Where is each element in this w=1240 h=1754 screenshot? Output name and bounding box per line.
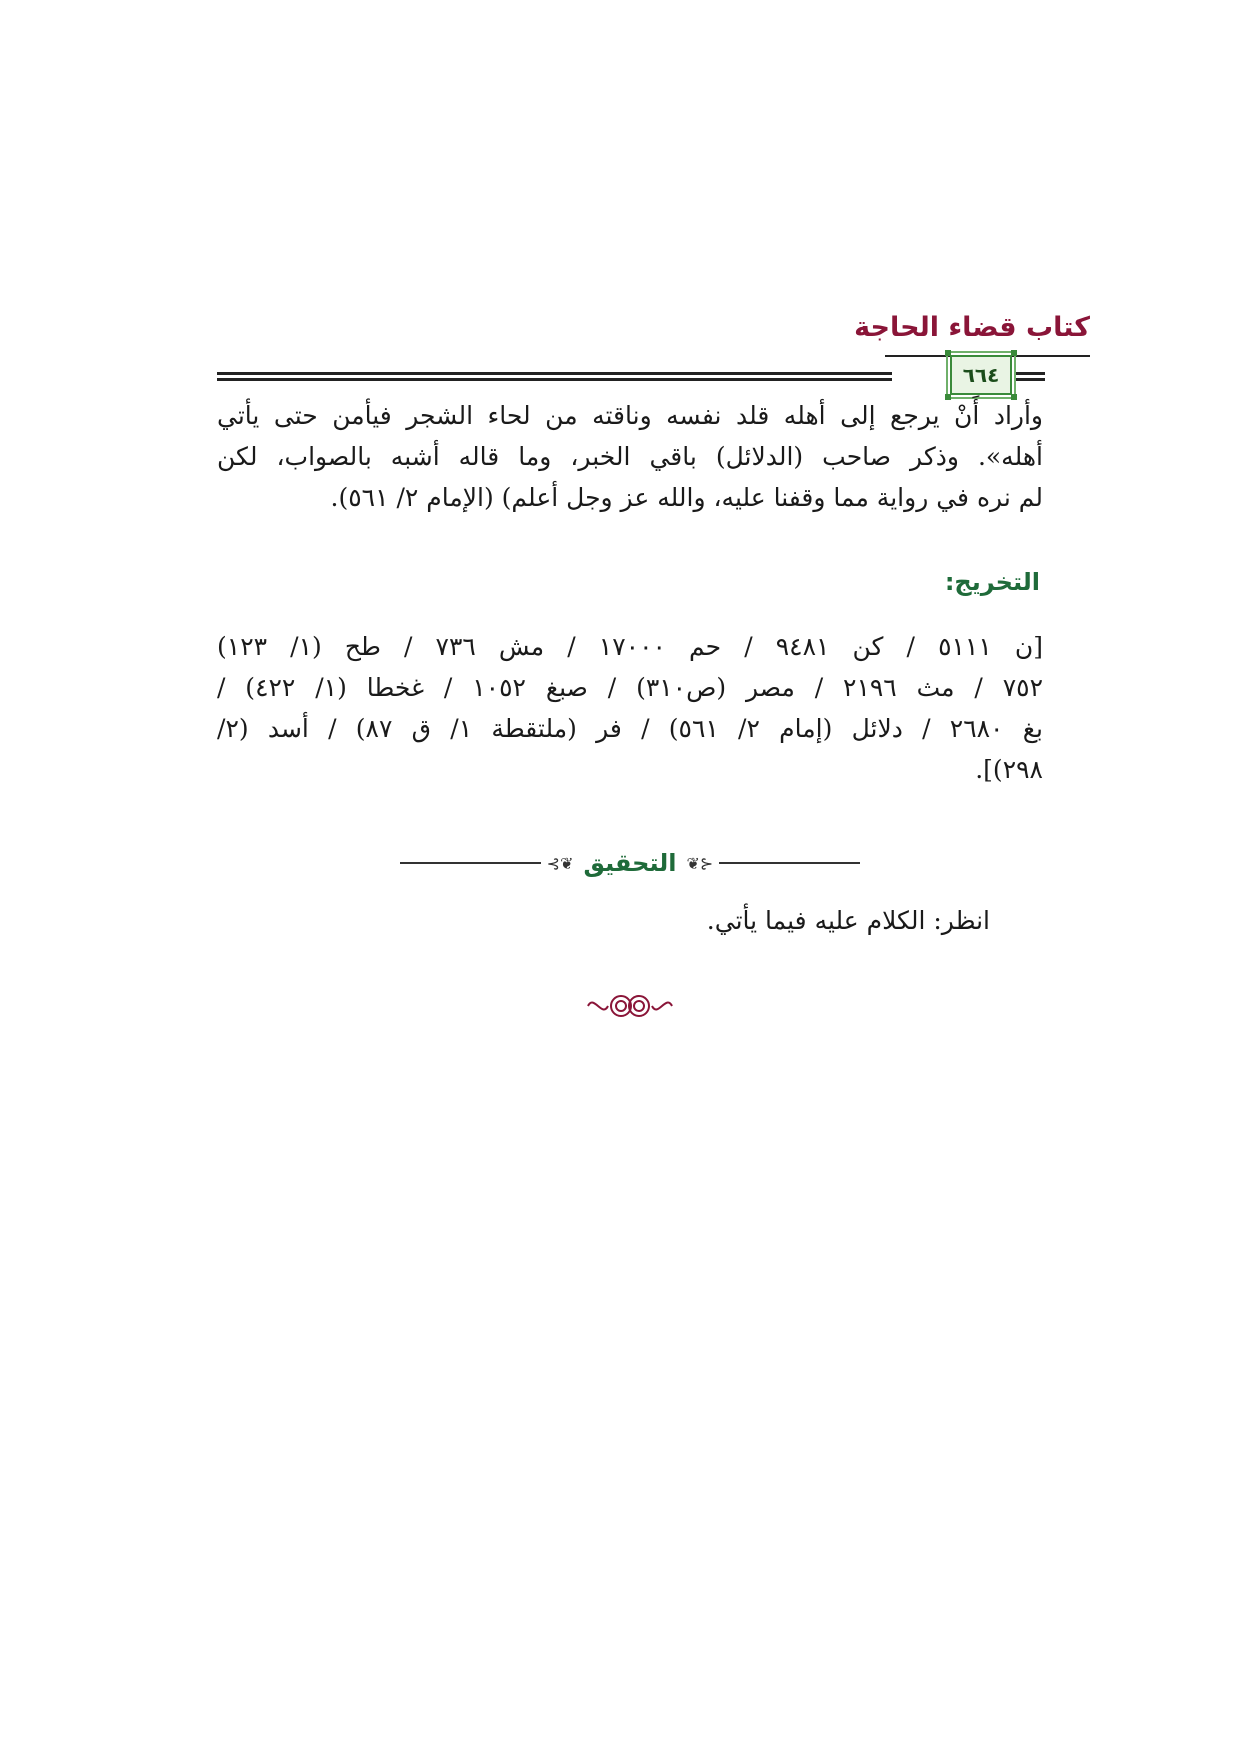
tahqiq-text: انظر: الكلام عليه فيما يأتي. <box>706 906 990 935</box>
badge-corner-ornament <box>945 350 951 356</box>
paragraph-line: وأراد أَنْ يرجع إلى أهله قلد نفسه وناقته من لحاء الشجر فيأمن حتى يأتي <box>217 401 1043 430</box>
reference-line: ٢٩٨)]. <box>975 755 1043 784</box>
header-rule-double-2 <box>217 378 892 381</box>
tahqiq-section-divider <box>400 848 860 878</box>
header-rule-double-1 <box>217 372 892 375</box>
divider-line <box>719 862 860 864</box>
divider-line <box>400 862 541 864</box>
flourish-ornament-icon: ⊰❦ <box>686 853 714 873</box>
paragraph-line: لم نره في رواية مما وقفنا عليه، والله عز وجل أعلم) (الإمام ٢/ ٥٦١). <box>330 483 1043 512</box>
book-title-header: كتاب قضاء الحاجة <box>854 312 1090 343</box>
page-number-badge <box>950 355 1012 395</box>
reference-line: ٧٥٢ / مث ٢١٩٦ / مصر (ص٣١٠) / صبغ ١٠٥٢ / غخطا (١/ ٤٢٢) / <box>217 673 1044 702</box>
takhrij-heading: التخريج: <box>944 568 1040 596</box>
badge-corner-ornament <box>1011 350 1017 356</box>
reference-line: [ن ٥١١١ / كن ٩٤٨١ / حم ١٧٠٠٠ / مش ٧٣٦ / طح (١/ ١٢٣) <box>217 632 1044 661</box>
takhrij-references <box>217 626 1043 790</box>
header-rule-short-1 <box>1015 372 1045 375</box>
body-paragraph <box>217 395 1043 518</box>
end-of-section-ornament-icon <box>584 988 676 1024</box>
page-number: ٦٦٤ <box>962 363 1000 387</box>
tahqiq-heading: التحقيق <box>583 849 677 877</box>
reference-line: بغ ٢٦٨٠ / دلائل (إمام ٢/ ٥٦١) / فر (ملتقطة ١/ ق ٨٧) / أسد (٢/ <box>217 714 1043 743</box>
flourish-ornament-icon: ❦⊱ <box>546 853 574 873</box>
paragraph-line: أهله». وذكر صاحب (الدلائل) باقي الخبر، وما قاله أشبه بالصواب، لكن <box>217 442 1043 471</box>
header-rule-short-2 <box>1015 378 1045 381</box>
